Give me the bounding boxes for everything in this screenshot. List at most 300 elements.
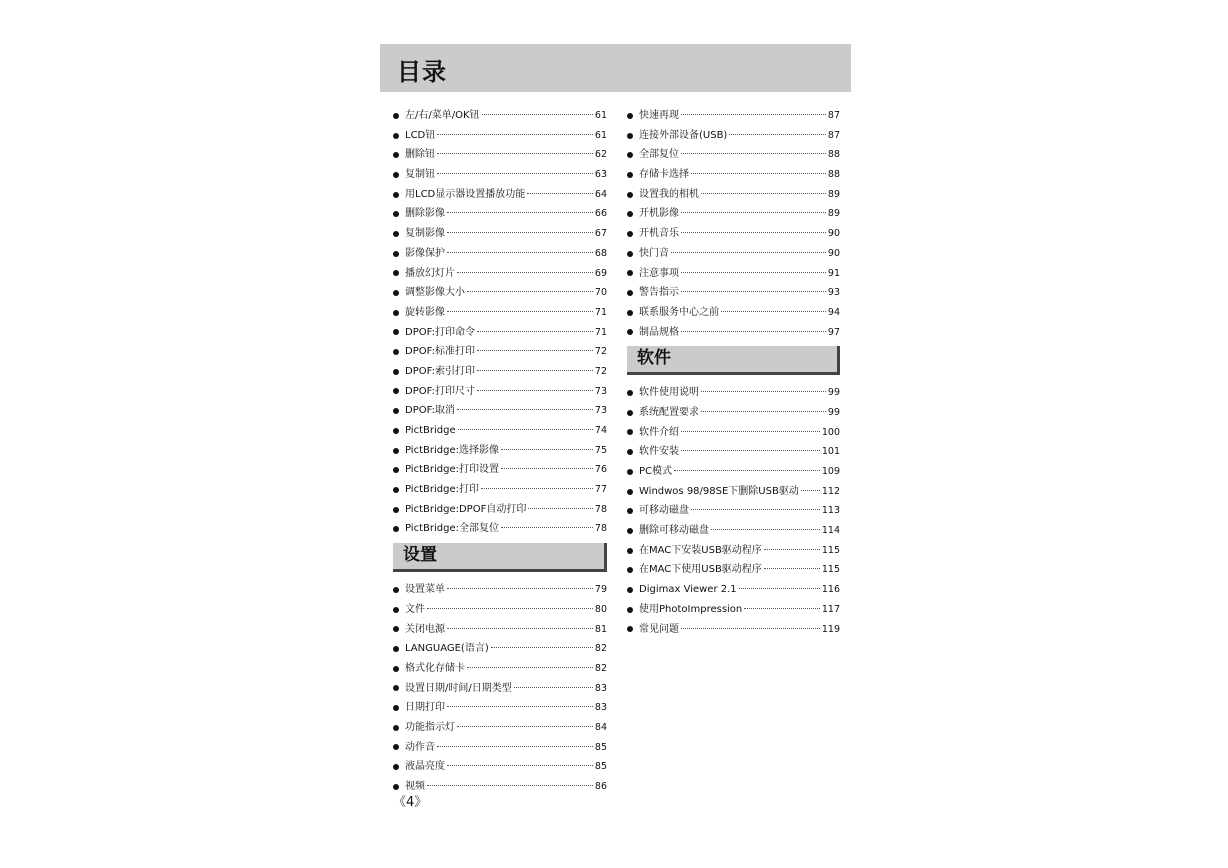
toc-entry-page: 67 [594, 228, 607, 240]
bullet-icon [393, 646, 399, 652]
toc-entry [627, 482, 840, 502]
toc-entry-label: LCD钮 [405, 129, 436, 141]
dot-leader [681, 272, 826, 273]
dot-leader [528, 508, 593, 509]
toc-entry-label: 可移动磁盘 [639, 505, 689, 517]
toc-entry [393, 145, 607, 165]
bullet-icon [627, 192, 633, 198]
toc-entry [393, 382, 607, 402]
toc-entry-page: 113 [821, 505, 840, 517]
toc-entry [627, 462, 840, 482]
toc-entry-page: 82 [594, 643, 607, 655]
dot-leader [467, 291, 593, 292]
toc-list [627, 383, 840, 639]
dot-leader [447, 628, 593, 629]
toc-entry [627, 403, 840, 423]
toc-entry-page: 89 [827, 188, 840, 200]
toc-entry-page: 90 [827, 247, 840, 259]
toc-entry-label: 调整影像大小 [405, 287, 465, 299]
toc-entry-page: 74 [594, 425, 607, 436]
toc-entry-label: 复制影像 [405, 228, 445, 240]
dot-leader [501, 527, 593, 528]
dot-leader [671, 252, 826, 253]
bullet-icon [393, 369, 399, 375]
toc-entry-label: 复制钮 [405, 169, 435, 181]
dot-leader [457, 726, 593, 727]
toc-entry [393, 126, 607, 146]
toc-entry-page: 69 [594, 267, 607, 279]
toc-entry [393, 441, 607, 461]
toc-entry-label: PictBridge:全部复位 [405, 523, 499, 535]
dot-leader [681, 114, 826, 115]
bullet-icon [627, 489, 633, 495]
title-bar [380, 44, 851, 92]
toc-entry-label: DPOF:取消 [405, 405, 455, 417]
dot-leader [527, 193, 593, 194]
dot-leader [427, 608, 593, 609]
bullet-icon [393, 329, 399, 335]
toc-entry-page: 73 [594, 405, 607, 417]
toc-entry-page: 85 [594, 741, 607, 753]
bullet-icon [627, 113, 633, 119]
toc-entry-label: 影像保护 [405, 247, 445, 259]
section-header-software [627, 346, 840, 375]
section-title: 软件 [637, 348, 671, 369]
toc-entry [393, 106, 607, 126]
toc-entry-label: 在MAC下安装USB驱动程序 [639, 544, 762, 556]
bullet-icon [393, 666, 399, 672]
toc-entry-label: Windwos 98/98SE下删除USB驱动 [639, 485, 799, 497]
bullet-icon [393, 270, 399, 276]
toc-entry-page: 97 [827, 326, 840, 338]
toc-entry-label: 日期打印 [405, 702, 445, 714]
toc-entry-page: 88 [827, 149, 840, 161]
toc-entry [627, 244, 840, 264]
bullet-icon [393, 290, 399, 296]
bullet-icon [627, 528, 633, 534]
toc-entry-label: DPOF:标准打印 [405, 346, 475, 358]
toc-entry [627, 423, 840, 443]
toc-entry-label: PictBridge [405, 425, 456, 436]
bullet-icon [627, 231, 633, 237]
bullet-icon [393, 231, 399, 237]
toc-entry-page: 70 [594, 287, 607, 299]
dot-leader [447, 706, 593, 707]
bullet-icon [393, 211, 399, 217]
dot-leader [744, 608, 820, 609]
toc-entry [393, 500, 607, 520]
toc-entry-page: 71 [594, 326, 607, 338]
toc-entry-page: 119 [821, 623, 840, 635]
toc-entry-label: LANGUAGE(语言) [405, 643, 489, 655]
bullet-icon [627, 152, 633, 158]
bullet-icon [393, 251, 399, 257]
bullet-icon [627, 626, 633, 632]
toc-entry [627, 126, 840, 146]
dot-leader [447, 252, 593, 253]
toc-entry [393, 460, 607, 480]
dot-leader [501, 468, 593, 469]
toc-entry [627, 145, 840, 165]
bullet-icon [393, 192, 399, 198]
bullet-icon [627, 587, 633, 593]
toc-entry-page: 117 [821, 603, 840, 615]
toc-entry-page: 64 [594, 188, 607, 200]
bullet-icon [393, 467, 399, 473]
toc-entry-page: 90 [827, 228, 840, 240]
bullet-icon [627, 548, 633, 554]
toc-entry-label: 联系服务中心之前 [639, 306, 719, 318]
toc-entry-page: 101 [821, 446, 840, 458]
dot-leader [701, 193, 826, 194]
toc-entry-label: 软件介绍 [639, 426, 679, 438]
dot-leader [457, 272, 593, 273]
toc-entry [393, 659, 607, 679]
dot-leader [701, 411, 826, 412]
toc-entry-label: PC模式 [639, 466, 673, 477]
toc-entry [393, 185, 607, 205]
toc-entry-label: PictBridge:打印 [405, 484, 479, 496]
bullet-icon [393, 448, 399, 454]
toc-entry-page: 61 [594, 110, 607, 121]
toc-entry-page: 99 [827, 387, 840, 399]
toc-entry [627, 600, 840, 620]
toc-entry-page: 78 [594, 523, 607, 535]
dot-leader [477, 370, 593, 371]
bullet-icon [627, 310, 633, 316]
toc-entry-label: 快门音 [639, 247, 669, 259]
dot-leader [681, 153, 826, 154]
toc-entry-page: 81 [594, 623, 607, 635]
toc-entry [627, 620, 840, 640]
dot-leader [681, 212, 826, 213]
toc-entry-page: 83 [594, 682, 607, 694]
dot-leader [764, 568, 820, 569]
toc-entry-page: 88 [827, 169, 840, 181]
toc-entry [393, 698, 607, 718]
bullet-icon [627, 251, 633, 257]
toc-entry-page: 116 [821, 584, 840, 596]
toc-entry-label: 删除可移动磁盘 [639, 525, 709, 537]
dot-leader [681, 291, 826, 292]
toc-entry-label: 用LCD显示器设置播放功能 [405, 188, 526, 200]
bullet-icon [627, 449, 633, 455]
toc-entry [393, 342, 607, 362]
bullet-icon [627, 270, 633, 276]
dot-leader [701, 391, 826, 392]
toc-entry-page: 78 [594, 503, 607, 515]
toc-entry-page: 72 [594, 346, 607, 358]
toc-entry [393, 264, 607, 284]
toc-entry [627, 165, 840, 185]
page-number: 《4》 [393, 795, 428, 810]
toc-entry-page: 94 [827, 306, 840, 318]
bullet-icon [393, 526, 399, 532]
toc-entry-label: 系统配置要求 [639, 406, 699, 418]
toc-entry [393, 323, 607, 343]
toc-entry [627, 283, 840, 303]
bullet-icon [627, 211, 633, 217]
dot-leader [437, 153, 593, 154]
toc-entry-label: 存储卡选择 [639, 169, 689, 181]
toc-entry [393, 165, 607, 185]
dot-leader [801, 490, 820, 491]
toc-entry [393, 303, 607, 323]
bullet-icon [627, 172, 633, 178]
dot-leader [477, 350, 593, 351]
bullet-icon [393, 607, 399, 613]
dot-leader [691, 509, 820, 510]
bullet-icon [393, 113, 399, 119]
toc-entry-page: 91 [827, 267, 840, 279]
dot-leader [482, 114, 593, 115]
toc-entry-label: DPOF:打印尺寸 [405, 385, 475, 397]
toc-entry-page: 71 [594, 306, 607, 318]
toc-entry-page: 109 [821, 466, 840, 477]
dot-leader [764, 549, 820, 550]
toc-entry-label: 开机音乐 [639, 228, 679, 240]
toc-entry [393, 480, 607, 500]
dot-leader [721, 311, 826, 312]
bullet-icon [627, 410, 633, 416]
bullet-icon [393, 784, 399, 790]
dot-leader [491, 647, 593, 648]
toc-entry-label: PictBridge:打印设置 [405, 464, 499, 476]
dot-leader [447, 212, 593, 213]
bullet-icon [393, 685, 399, 691]
toc-entry-page: 76 [594, 464, 607, 476]
bullet-icon [393, 152, 399, 158]
toc-entry-page: 80 [594, 603, 607, 615]
toc-entry-page: 99 [827, 406, 840, 418]
toc-entry-label: Digimax Viewer 2.1 [639, 584, 737, 596]
toc-entry [627, 303, 840, 323]
toc-entry [627, 323, 840, 343]
toc-entry-label: 格式化存储卡 [405, 662, 465, 674]
toc-entry-page: 85 [594, 761, 607, 773]
toc-entry-page: 68 [594, 247, 607, 259]
section-header-settings [393, 543, 607, 572]
toc-entry [393, 738, 607, 758]
toc-entry-page: 115 [821, 564, 840, 576]
bullet-icon [393, 133, 399, 139]
bullet-icon [393, 310, 399, 316]
bullet-icon [393, 626, 399, 632]
bullet-icon [627, 607, 633, 613]
toc-entry-page: 100 [821, 426, 840, 438]
toc-entry-label: 连接外部设备(USB) [639, 129, 728, 141]
toc-entry [393, 204, 607, 224]
toc-entry-page: 89 [827, 208, 840, 220]
dot-leader [674, 470, 820, 471]
dot-leader [437, 134, 593, 135]
toc-entry-page: 114 [821, 525, 840, 537]
dot-leader [681, 331, 826, 332]
toc-entry-page: 77 [594, 484, 607, 496]
toc-entry-label: PictBridge:选择影像 [405, 444, 499, 456]
bullet-icon [627, 567, 633, 573]
bullet-icon [393, 587, 399, 593]
toc-entry [627, 204, 840, 224]
toc-entry-page: 82 [594, 662, 607, 674]
toc-entry [393, 362, 607, 382]
dot-leader [681, 431, 820, 432]
dot-leader [501, 449, 593, 450]
toc-entry-label: 注意事项 [639, 267, 679, 279]
toc-left-column [393, 106, 607, 797]
section-title: 设置 [403, 545, 437, 566]
toc-entry [627, 185, 840, 205]
toc-entry [627, 501, 840, 521]
bullet-icon [393, 764, 399, 770]
toc-entry-label: 常见问题 [639, 623, 679, 635]
dot-leader [447, 765, 593, 766]
toc-list [393, 580, 607, 797]
toc-entry [627, 580, 840, 600]
bullet-icon [627, 469, 633, 475]
toc-entry [393, 519, 607, 539]
toc-entry [393, 679, 607, 699]
dot-leader [514, 687, 593, 688]
toc-entry-page: 87 [827, 110, 840, 121]
toc-entry-page: 112 [821, 485, 840, 497]
bullet-icon [627, 290, 633, 296]
toc-entry [627, 521, 840, 541]
dot-leader [447, 311, 593, 312]
bullet-icon [393, 388, 399, 394]
toc-entry-label: 播放幻灯片 [405, 267, 455, 279]
bullet-icon [393, 725, 399, 731]
toc-entry-label: 设置日期/时间/日期类型 [405, 682, 512, 694]
toc-entry [393, 580, 607, 600]
toc-entry-label: 删除钮 [405, 149, 435, 161]
toc-entry [627, 224, 840, 244]
toc-entry-page: 87 [827, 129, 840, 141]
dot-leader [447, 588, 593, 589]
page-title: 目录 [397, 58, 447, 86]
dot-leader [681, 628, 820, 629]
bullet-icon [393, 172, 399, 178]
toc-entry [627, 560, 840, 580]
bullet-icon [627, 390, 633, 396]
toc-entry-page: 115 [821, 544, 840, 556]
toc-entry [393, 224, 607, 244]
toc-entry [393, 600, 607, 620]
dot-leader [447, 232, 593, 233]
dot-leader [681, 450, 820, 451]
toc-right-column [627, 106, 840, 639]
dot-leader [729, 134, 826, 135]
dot-leader [427, 785, 593, 786]
dot-leader [437, 746, 593, 747]
toc-entry-label: 旋转影像 [405, 306, 445, 318]
toc-entry-label: 警告指示 [639, 287, 679, 299]
toc-entry-label: 设置我的相机 [639, 188, 699, 200]
bullet-icon [393, 705, 399, 711]
toc-entry [393, 639, 607, 659]
toc-entry-label: 功能指示灯 [405, 721, 455, 733]
bullet-icon [393, 507, 399, 513]
toc-entry-label: 文件 [405, 603, 425, 615]
toc-entry [627, 541, 840, 561]
toc-entry-page: 63 [594, 169, 607, 181]
toc-entry [627, 383, 840, 403]
toc-entry-label: 左/右/菜单/OK钮 [405, 110, 480, 121]
bullet-icon [627, 329, 633, 335]
toc-entry-label: 液晶亮度 [405, 761, 445, 773]
toc-list [627, 106, 840, 342]
toc-entry-label: 快速再现 [639, 110, 679, 121]
dot-leader [691, 173, 826, 174]
dot-leader [457, 409, 593, 410]
toc-entry-page: 75 [594, 444, 607, 456]
toc-entry-label: PictBridge:DPOF自动打印 [405, 503, 527, 515]
toc-entry [393, 244, 607, 264]
toc-entry [393, 620, 607, 640]
toc-entry-label: 开机影像 [639, 208, 679, 220]
bullet-icon [627, 508, 633, 514]
toc-entry-page: 72 [594, 365, 607, 377]
dot-leader [458, 429, 593, 430]
toc-entry-label: 动作音 [405, 741, 435, 753]
bullet-icon [393, 744, 399, 750]
toc-entry-label: 全部复位 [639, 149, 679, 161]
toc-entry-label: DPOF:索引打印 [405, 365, 475, 377]
dot-leader [481, 488, 593, 489]
bullet-icon [393, 428, 399, 434]
toc-entry-page: 86 [594, 781, 607, 792]
dot-leader [467, 667, 593, 668]
dot-leader [437, 173, 593, 174]
toc-entry-page: 61 [594, 129, 607, 141]
toc-entry [393, 757, 607, 777]
toc-entry-label: 视频 [405, 781, 425, 792]
toc-entry-page: 93 [827, 287, 840, 299]
toc-entry [393, 421, 607, 441]
dot-leader [477, 331, 593, 332]
toc-entry [393, 401, 607, 421]
bullet-icon [393, 487, 399, 493]
toc-entry-label: 设置菜单 [405, 584, 445, 596]
toc-entry [393, 283, 607, 303]
bullet-icon [393, 408, 399, 414]
toc-entry-label: 制品规格 [639, 326, 679, 338]
toc-entry [393, 718, 607, 738]
bullet-icon [627, 133, 633, 139]
toc-entry [627, 264, 840, 284]
toc-list [393, 106, 607, 539]
toc-entry-page: 66 [594, 208, 607, 220]
toc-entry-page: 79 [594, 584, 607, 596]
toc-entry [627, 106, 840, 126]
dot-leader [477, 390, 593, 391]
bullet-icon [627, 429, 633, 435]
toc-entry-label: 关闭电源 [405, 623, 445, 635]
toc-entry-label: 在MAC下使用USB驱动程序 [639, 564, 762, 576]
toc-entry-label: 删除影像 [405, 208, 445, 220]
toc-entry-page: 73 [594, 385, 607, 397]
dot-leader [711, 529, 820, 530]
toc-entry-label: DPOF:打印命令 [405, 326, 475, 338]
toc-entry-label: 软件使用说明 [639, 387, 699, 399]
toc-entry-label: 软件安装 [639, 446, 679, 458]
bullet-icon [393, 349, 399, 355]
toc-entry-page: 83 [594, 702, 607, 714]
toc-entry-page: 84 [594, 721, 607, 733]
toc-entry-label: 使用PhotoImpression [639, 603, 743, 615]
dot-leader [681, 232, 826, 233]
toc-entry-page: 62 [594, 149, 607, 161]
